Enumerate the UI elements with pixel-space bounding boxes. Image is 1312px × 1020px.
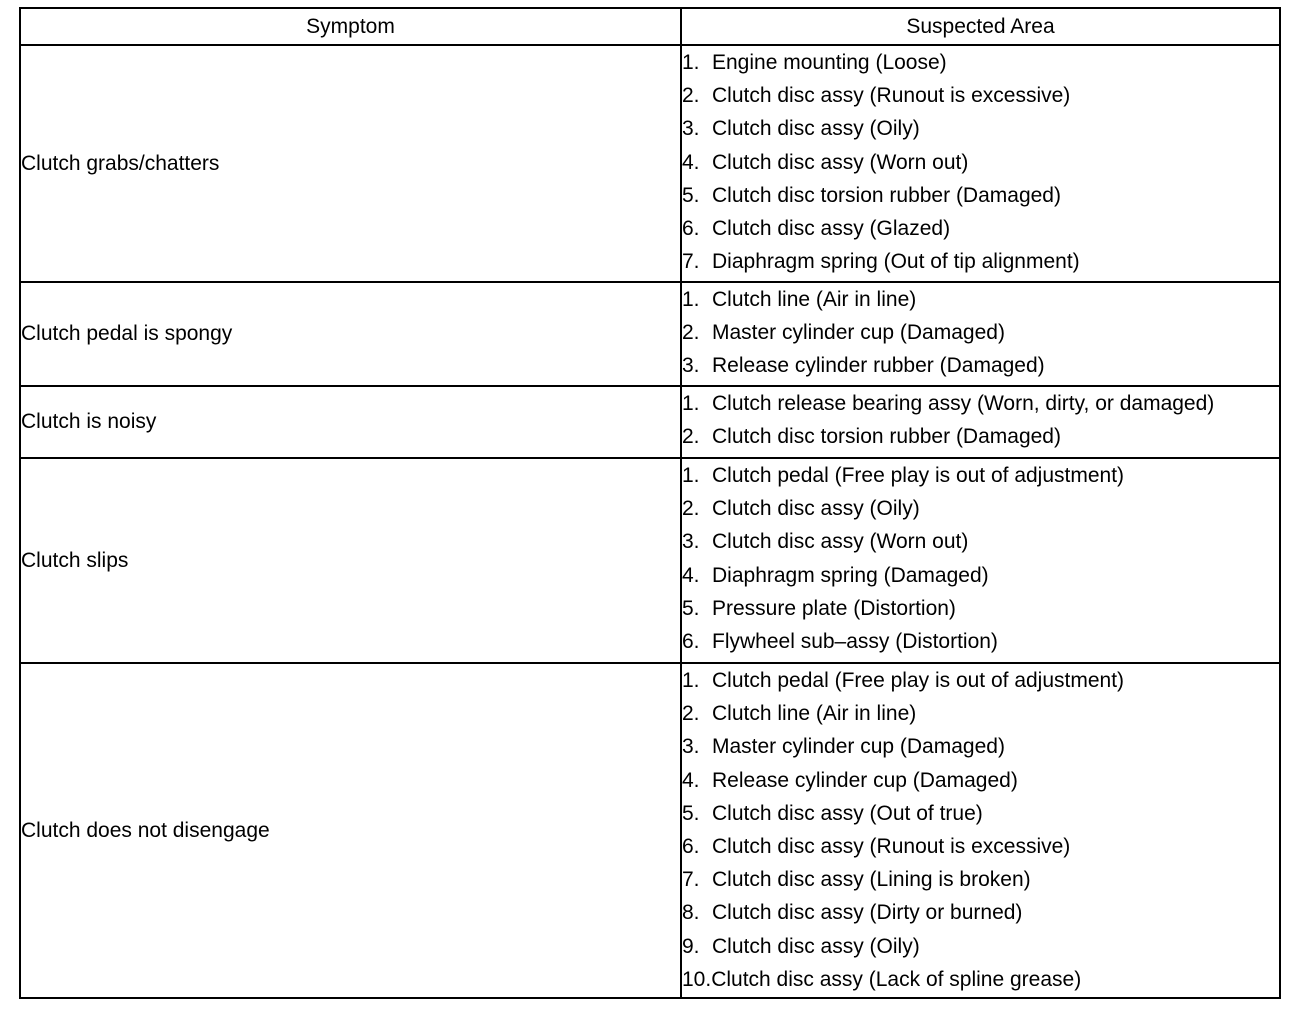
item-number: 3. <box>682 735 700 759</box>
table-row <box>20 663 1280 998</box>
item-number: 3. <box>682 354 700 378</box>
suspected-area-cell <box>681 386 1280 458</box>
item-number: 4. <box>682 563 700 587</box>
item-text: Clutch disc assy (Glazed) <box>712 216 951 240</box>
suspected-area-item <box>682 963 1279 996</box>
suspected-area-item <box>682 112 1279 145</box>
item-number: 1. <box>682 392 700 415</box>
item-text: Clutch disc assy (Worn out) <box>712 150 969 174</box>
item-text: Clutch release bearing assy (Worn, dirty, or damaged) <box>712 392 1215 415</box>
item-number: 5. <box>682 183 700 207</box>
suspected-area-item <box>682 592 1279 625</box>
item-text: Clutch disc assy (Lack of spline grease) <box>711 967 1082 991</box>
suspected-area-item <box>682 664 1279 697</box>
suspected-area-item <box>682 930 1279 963</box>
column-header-suspected-area: Suspected Area <box>681 8 1280 45</box>
item-number: 3. <box>682 530 700 554</box>
item-text: Clutch disc assy (Runout is excessive) <box>712 834 1071 858</box>
suspected-area-item <box>682 212 1279 245</box>
suspected-area-item <box>682 830 1279 863</box>
suspected-area-item <box>682 863 1279 896</box>
symptom-cell: Clutch pedal is spongy <box>20 282 681 386</box>
suspected-area-item <box>682 283 1279 316</box>
column-header-symptom: Symptom <box>20 8 681 45</box>
suspected-area-item <box>682 459 1279 492</box>
suspected-area-item <box>682 525 1279 558</box>
item-text: Release cylinder cup (Damaged) <box>712 768 1018 792</box>
item-text: Pressure plate (Distortion) <box>712 596 956 620</box>
item-number: 6. <box>682 629 700 653</box>
suspected-area-item <box>682 146 1279 179</box>
item-text: Clutch disc torsion rubber (Damaged) <box>712 425 1061 449</box>
suspected-area-item <box>682 697 1279 730</box>
item-number: 1. <box>682 288 700 311</box>
item-text: Clutch disc assy (Out of true) <box>712 801 983 825</box>
item-text: Clutch disc assy (Lining is broken) <box>712 868 1031 892</box>
suspected-area-item <box>682 559 1279 592</box>
item-number: 2. <box>682 497 700 521</box>
suspected-area-item <box>682 79 1279 112</box>
item-text: Clutch disc assy (Worn out) <box>712 530 969 554</box>
suspected-area-item <box>682 179 1279 212</box>
item-number: 4. <box>682 150 700 174</box>
suspected-area-item <box>682 492 1279 525</box>
item-number: 2. <box>682 702 700 726</box>
item-number: 7. <box>682 868 700 892</box>
item-number: 3. <box>682 117 700 141</box>
suspected-area-item <box>682 349 1279 382</box>
suspected-area-item <box>682 797 1279 830</box>
item-text: Clutch disc assy (Oily) <box>712 497 920 521</box>
item-text: Clutch disc assy (Runout is excessive) <box>712 84 1071 108</box>
table-row <box>20 282 1280 386</box>
suspected-area-cell <box>681 663 1280 998</box>
item-text: Engine mounting (Loose) <box>712 51 947 74</box>
item-number: 1. <box>682 464 700 487</box>
suspected-area-item <box>682 316 1279 349</box>
item-number: 5. <box>682 596 700 620</box>
table-body <box>20 45 1280 998</box>
symptom-cell: Clutch slips <box>20 458 681 663</box>
item-text: Master cylinder cup (Damaged) <box>712 321 1005 345</box>
suspected-area-item <box>682 625 1279 658</box>
item-number: 1. <box>682 669 700 692</box>
item-text: Release cylinder rubber (Damaged) <box>712 354 1045 378</box>
suspected-area-item <box>682 245 1279 278</box>
item-text: Clutch disc assy (Dirty or burned) <box>712 901 1023 925</box>
item-text: Clutch pedal (Free play is out of adjustment) <box>712 464 1125 487</box>
item-number: 2. <box>682 321 700 345</box>
item-number: 4. <box>682 768 700 792</box>
symptom-cell: Clutch is noisy <box>20 386 681 458</box>
item-number: 5. <box>682 801 700 825</box>
item-number: 6. <box>682 216 700 240</box>
suspected-area-item <box>682 46 1279 79</box>
item-number: 1. <box>682 51 700 74</box>
item-text: Diaphragm spring (Damaged) <box>712 563 989 587</box>
item-number: 2. <box>682 84 700 108</box>
suspected-area-item <box>682 896 1279 929</box>
suspected-area-cell <box>681 282 1280 386</box>
item-text: Master cylinder cup (Damaged) <box>712 735 1005 759</box>
item-number: 8. <box>682 901 700 925</box>
item-text: Clutch disc torsion rubber (Damaged) <box>712 183 1061 207</box>
table-row <box>20 458 1280 663</box>
item-text: Flywheel sub–assy (Distortion) <box>712 629 998 653</box>
troubleshooting-table <box>19 7 1281 999</box>
suspected-area-cell <box>681 458 1280 663</box>
suspected-area-item <box>682 387 1279 420</box>
table-header-row <box>20 8 1280 45</box>
item-text: Diaphragm spring (Out of tip alignment) <box>712 250 1080 274</box>
symptom-cell: Clutch does not disengage <box>20 663 681 998</box>
table-row <box>20 386 1280 458</box>
item-number: 6. <box>682 834 700 858</box>
item-text: Clutch line (Air in line) <box>712 288 917 311</box>
item-number: 10. <box>682 967 712 991</box>
suspected-area-cell <box>681 45 1280 282</box>
symptom-cell: Clutch grabs/chatters <box>20 45 681 282</box>
item-number: 7. <box>682 250 700 274</box>
item-text: Clutch line (Air in line) <box>712 702 917 726</box>
item-text: Clutch pedal (Free play is out of adjustment) <box>712 669 1125 692</box>
suspected-area-item <box>682 420 1279 453</box>
item-text: Clutch disc assy (Oily) <box>712 934 920 958</box>
suspected-area-item <box>682 730 1279 763</box>
item-number: 9. <box>682 934 700 958</box>
item-text: Clutch disc assy (Oily) <box>712 117 920 141</box>
table-row <box>20 45 1280 282</box>
item-number: 2. <box>682 425 700 449</box>
suspected-area-item <box>682 764 1279 797</box>
